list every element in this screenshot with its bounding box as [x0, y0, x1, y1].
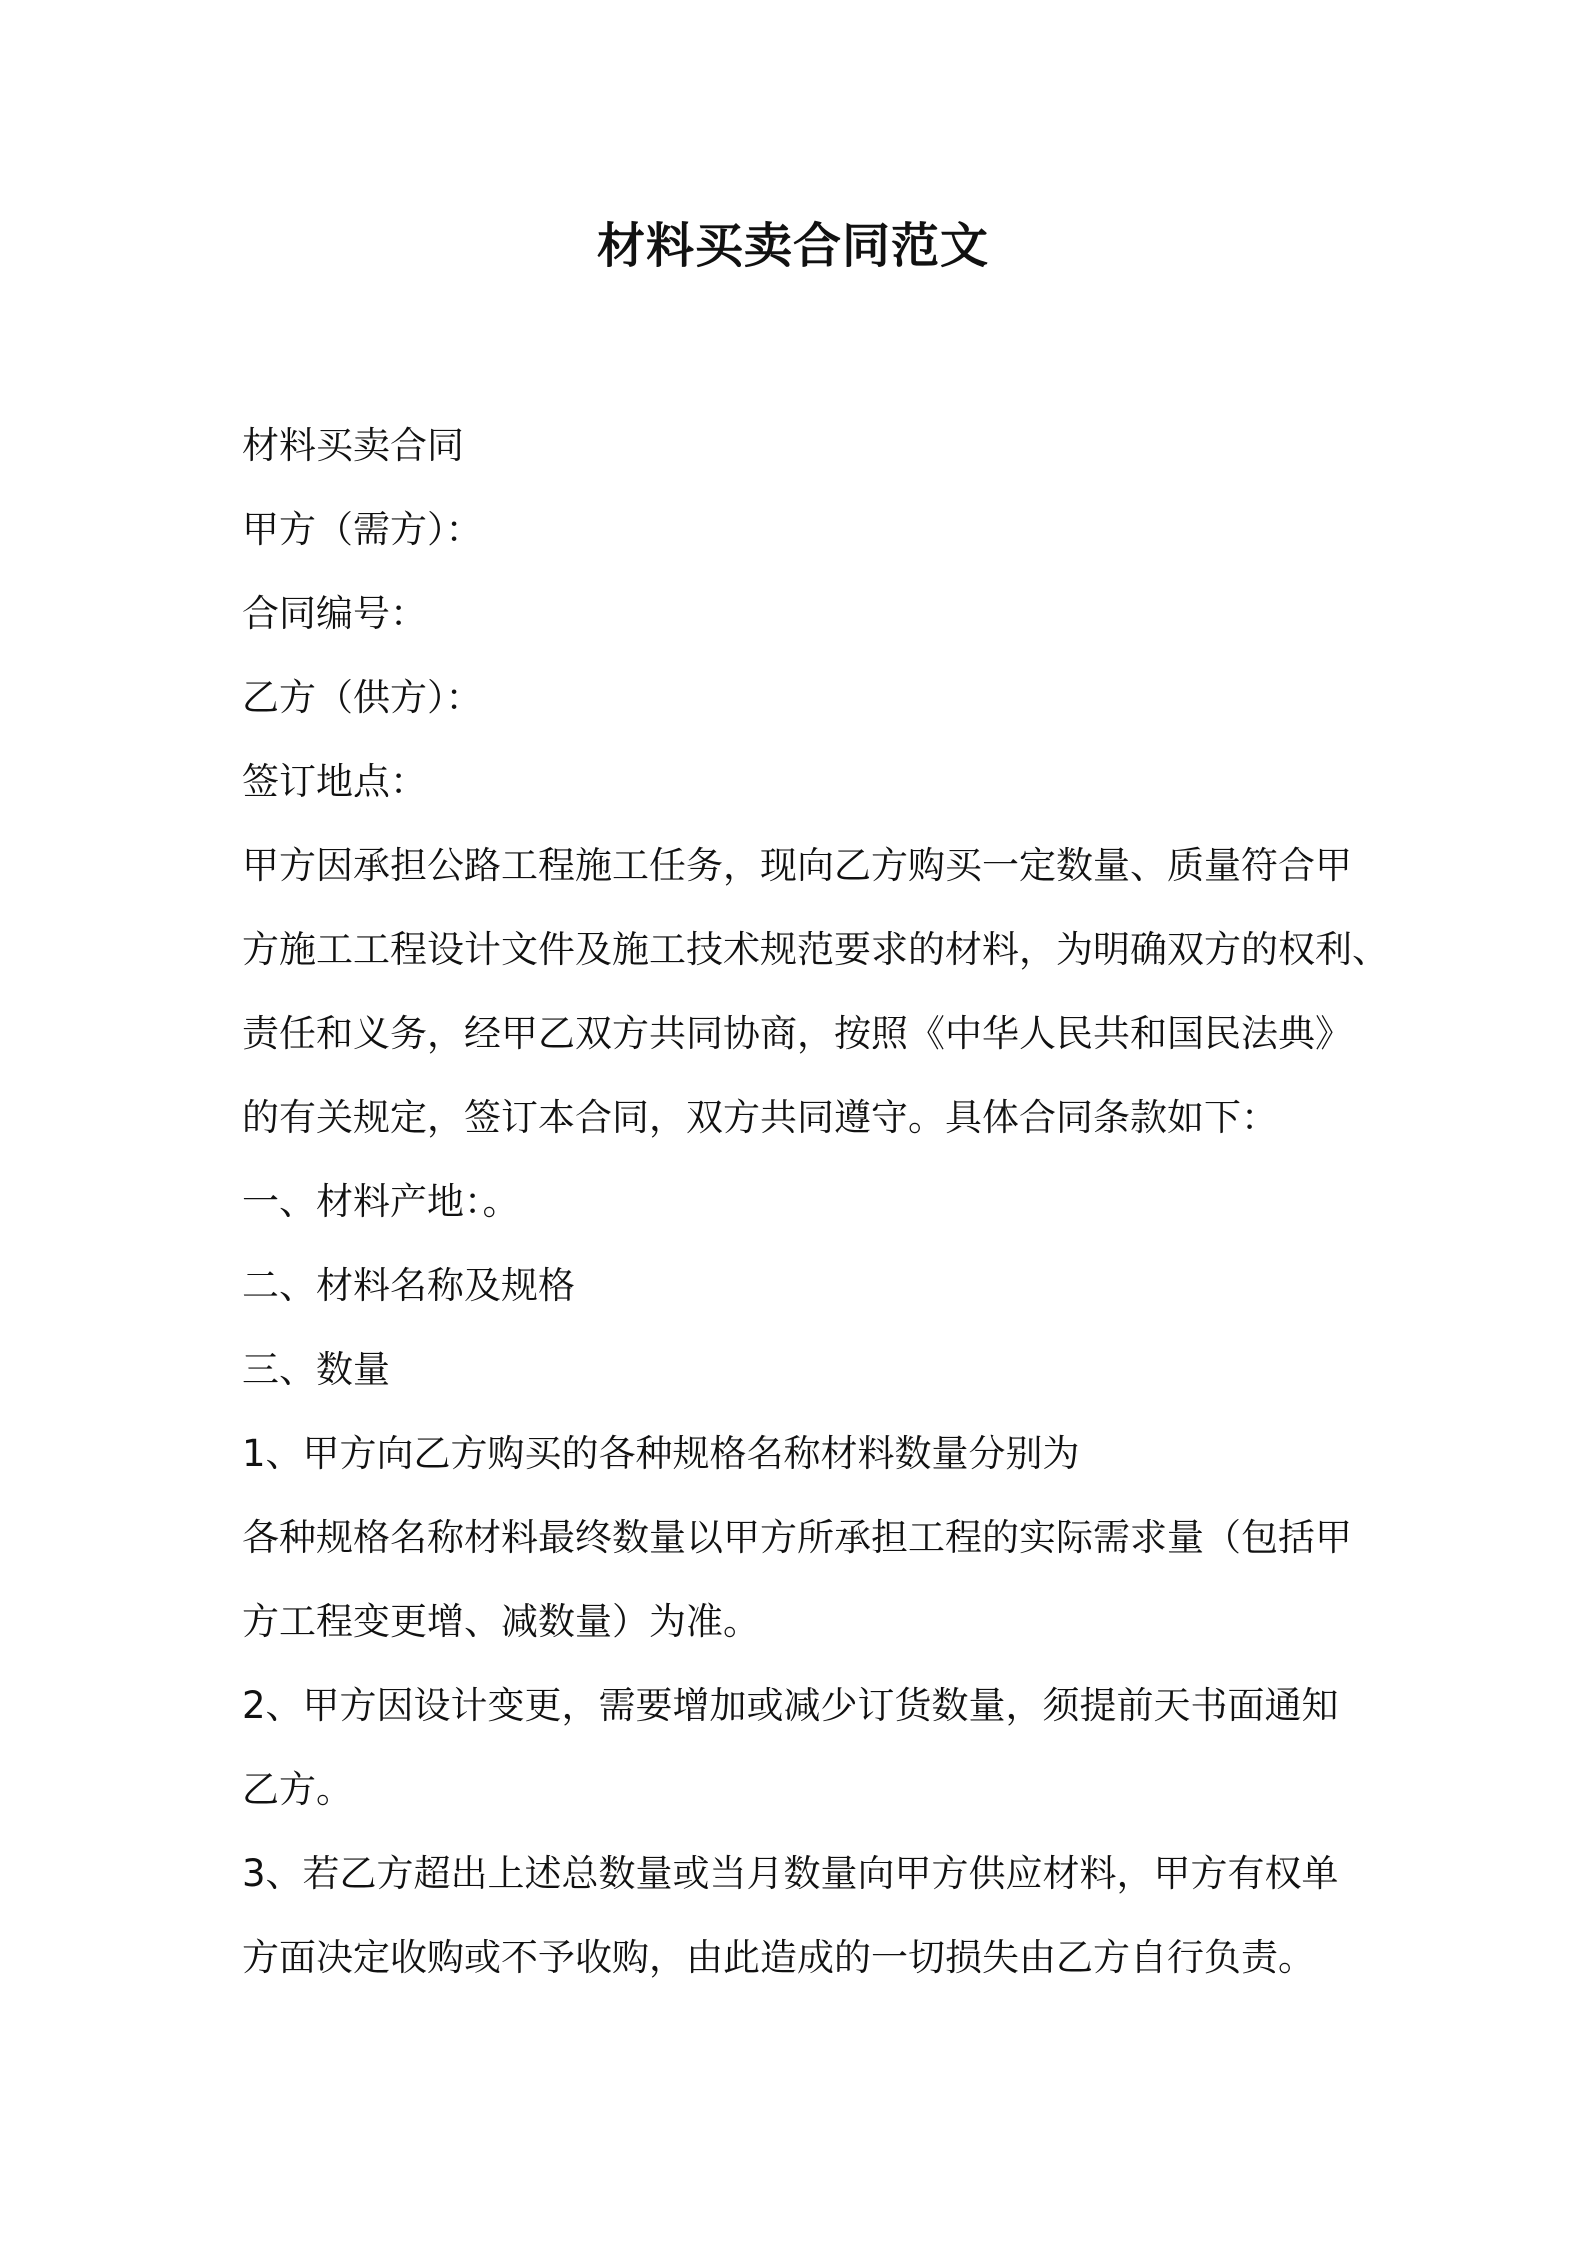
clause-line: 乙方。 — [242, 1768, 353, 1811]
section-heading: 三、数量 — [242, 1348, 390, 1391]
section-heading: 一、材料产地：。 — [242, 1180, 520, 1223]
preamble-line: 甲方因承担公路工程施工任务，现向乙方购买一定数量、质量符合甲 — [242, 844, 1352, 887]
contract-number-line: 合同编号： — [242, 592, 427, 635]
party-b-line: 乙方（供方）： — [242, 676, 483, 719]
clause-line: 各种规格名称材料最终数量以甲方所承担工程的实际需求量（包括甲 — [242, 1516, 1352, 1559]
document-title: 材料买卖合同范文 — [596, 218, 989, 274]
party-a-line: 甲方（需方）： — [242, 508, 483, 551]
preamble-line: 方施工工程设计文件及施工技术规范要求的材料，为明确双方的权利、 — [242, 928, 1389, 971]
clause-line: 1、甲方向乙方购买的各种规格名称材料数量分别为 — [242, 1432, 1080, 1475]
clause-line: 方面决定收购或不予收购，由此造成的一切损失由乙方自行负责。 — [242, 1936, 1315, 1979]
signing-location-line: 签订地点： — [242, 760, 427, 803]
clause-line: 方工程变更增、减数量）为准。 — [242, 1600, 760, 1643]
contract-heading: 材料买卖合同 — [242, 424, 464, 467]
clause-line: 2、甲方因设计变更，需要增加或减少订货数量，须提前天书面通知 — [242, 1684, 1339, 1727]
preamble-line: 的有关规定，签订本合同，双方共同遵守。具体合同条款如下： — [242, 1096, 1278, 1139]
preamble-line: 责任和义务，经甲乙双方共同协商，按照《中华人民共和国民法典》 — [242, 1012, 1352, 1055]
document-body — [242, 404, 1389, 2000]
section-heading: 二、材料名称及规格 — [242, 1264, 575, 1307]
clause-line: 3、若乙方超出上述总数量或当月数量向甲方供应材料，甲方有权单 — [242, 1852, 1339, 1895]
